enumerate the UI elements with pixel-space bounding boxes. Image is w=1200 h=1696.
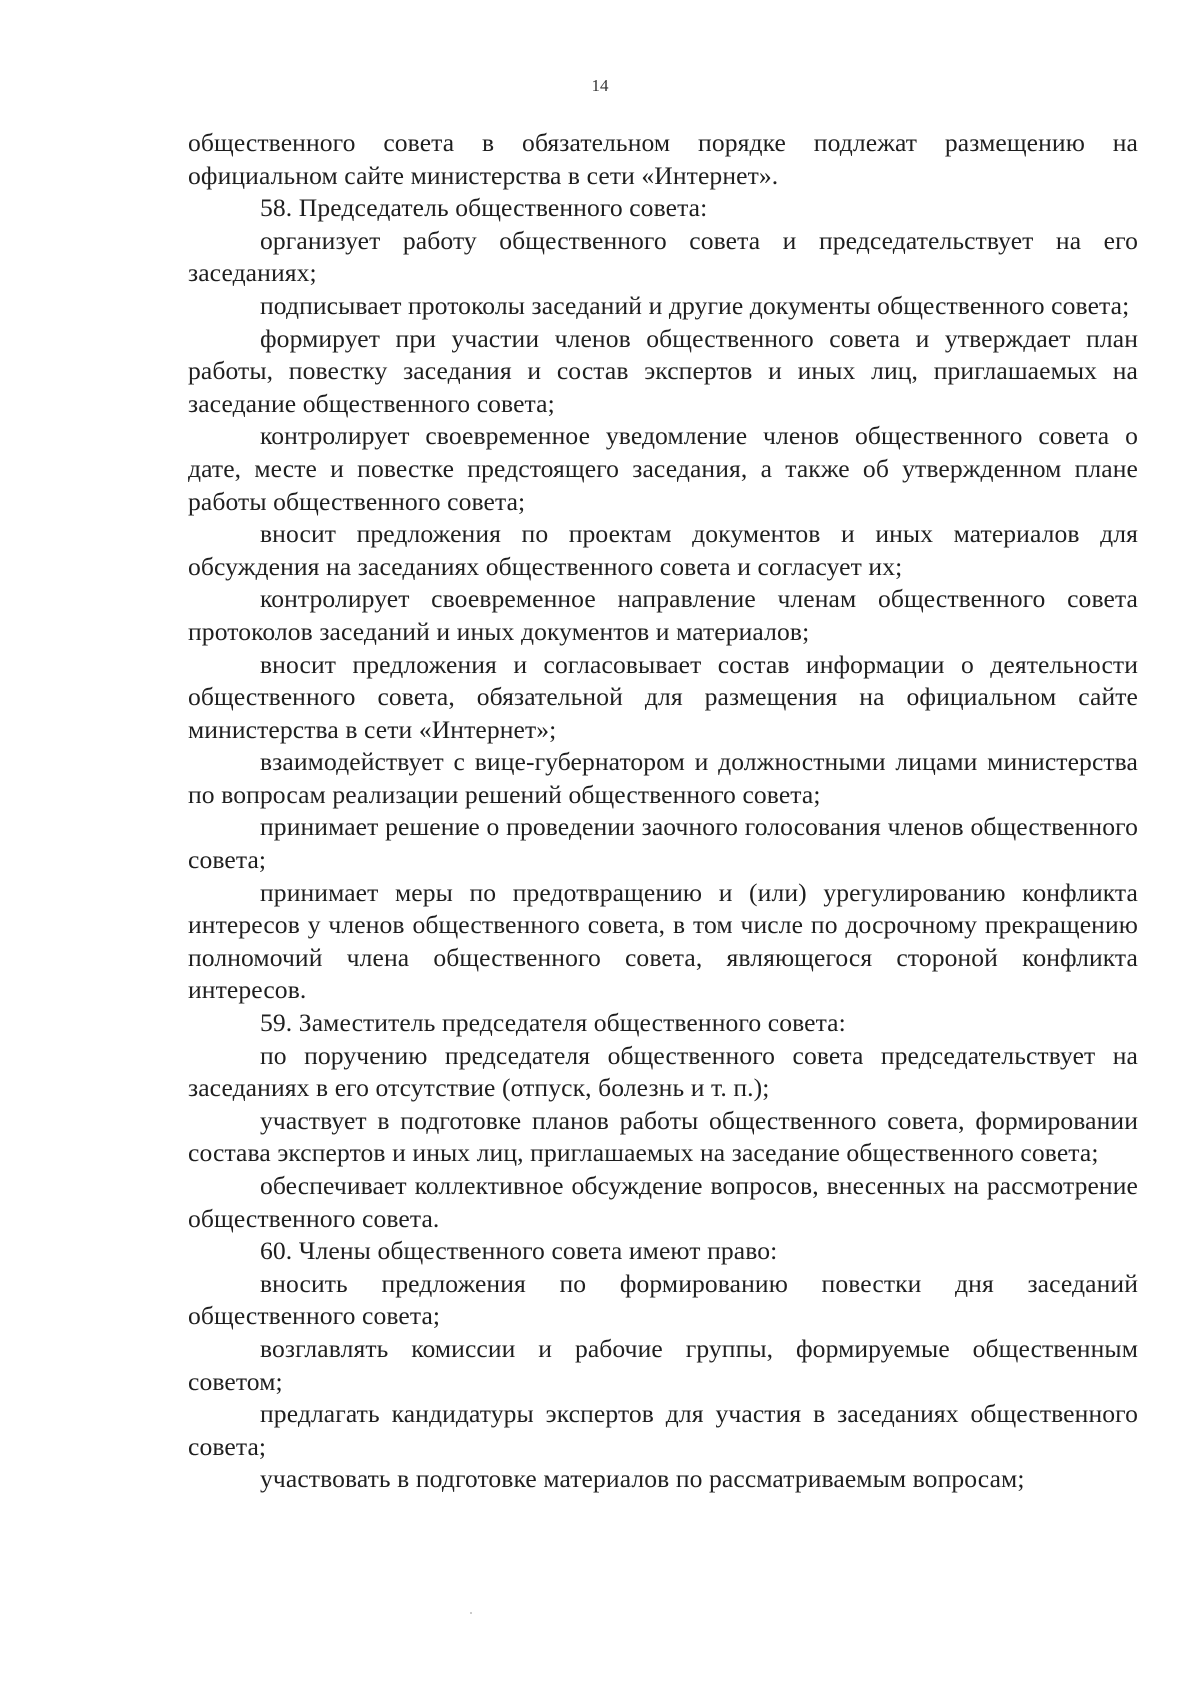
paragraph: вносит предложения по проектам документов и иных материалов для обсуждения на заседаниях общественного совета и согласует их; — [188, 519, 1138, 581]
paragraph: по поручению председателя общественного совета председательствует на заседаниях в его отсутствие (отпуск, болезнь и т. п.); — [188, 1040, 1138, 1103]
paragraph: вносить предложения по формированию повестки дня заседаний общественного совета; — [188, 1268, 1138, 1331]
paragraph: формирует при участии членов общественного совета и утверждает план работы, повестку заседания и состав экспертов и иных лиц, приглашаемых на заседание общественного совета; — [188, 323, 1138, 418]
scan-speck — [470, 1612, 472, 1614]
page-number: 14 — [591, 76, 609, 95]
paragraph: принимает решение о проведении заочного голосования членов общественного совета; — [188, 812, 1138, 875]
paragraph-continuation: общественного совета в обязательном порядке подлежат размещению на официальном сайте министерства в сети «Интернет». — [188, 128, 1138, 190]
paragraph: участвует в подготовке планов работы общественного совета, формировании состава экспертов и иных лиц, приглашаемых на заседание общественного совета; — [188, 1105, 1138, 1168]
paragraph: взаимодействует с вице-губернатором и должностными лицами министерства по вопросам реализации решений общественного совета; — [188, 747, 1138, 809]
paragraph: обеспечивает коллективное обсуждение вопросов, внесенных на рассмотрение общественного совета. — [188, 1171, 1138, 1233]
document-body — [188, 127, 1138, 1496]
paragraph: принимает меры по предотвращению и (или) урегулированию конфликта интересов у членов общественного совета, в том числе по досрочному прекращению полномочий члена общественного совета, являющегося стороной конфликта интересов. — [188, 877, 1138, 1005]
paragraph-item-59-heading: 59. Заместитель председателя общественного совета: — [260, 1008, 846, 1038]
paragraph: предлагать кандидатуры экспертов для участия в заседаниях общественного совета; — [188, 1399, 1138, 1461]
paragraph: участвовать в подготовке материалов по рассматриваемым вопросам; — [260, 1464, 1025, 1494]
paragraph-item-60-heading: 60. Члены общественного совета имеют право: — [260, 1236, 778, 1266]
paragraph: организует работу общественного совета и председательствует на его заседаниях; — [188, 225, 1138, 288]
paragraph: подписывает протоколы заседаний и другие документы общественного совета; — [260, 290, 1130, 320]
paragraph: вносит предложения и согласовывает состав информации о деятельности общественного совета, обязательной для размещения на официальном сайте министерства в сети «Интернет»; — [188, 649, 1138, 744]
paragraph: возглавлять комиссии и рабочие группы, формируемые общественным советом; — [188, 1333, 1138, 1396]
paragraph-item-58-heading: 58. Председатель общественного совета: — [260, 193, 708, 223]
paragraph: контролирует своевременное направление членам общественного совета протоколов заседаний и иных документов и материалов; — [188, 584, 1138, 646]
paragraph: контролирует своевременное уведомление членов общественного совета о дате, месте и повестке предстоящего заседания, а также об утвержденном плане работы общественного совета; — [188, 421, 1138, 516]
